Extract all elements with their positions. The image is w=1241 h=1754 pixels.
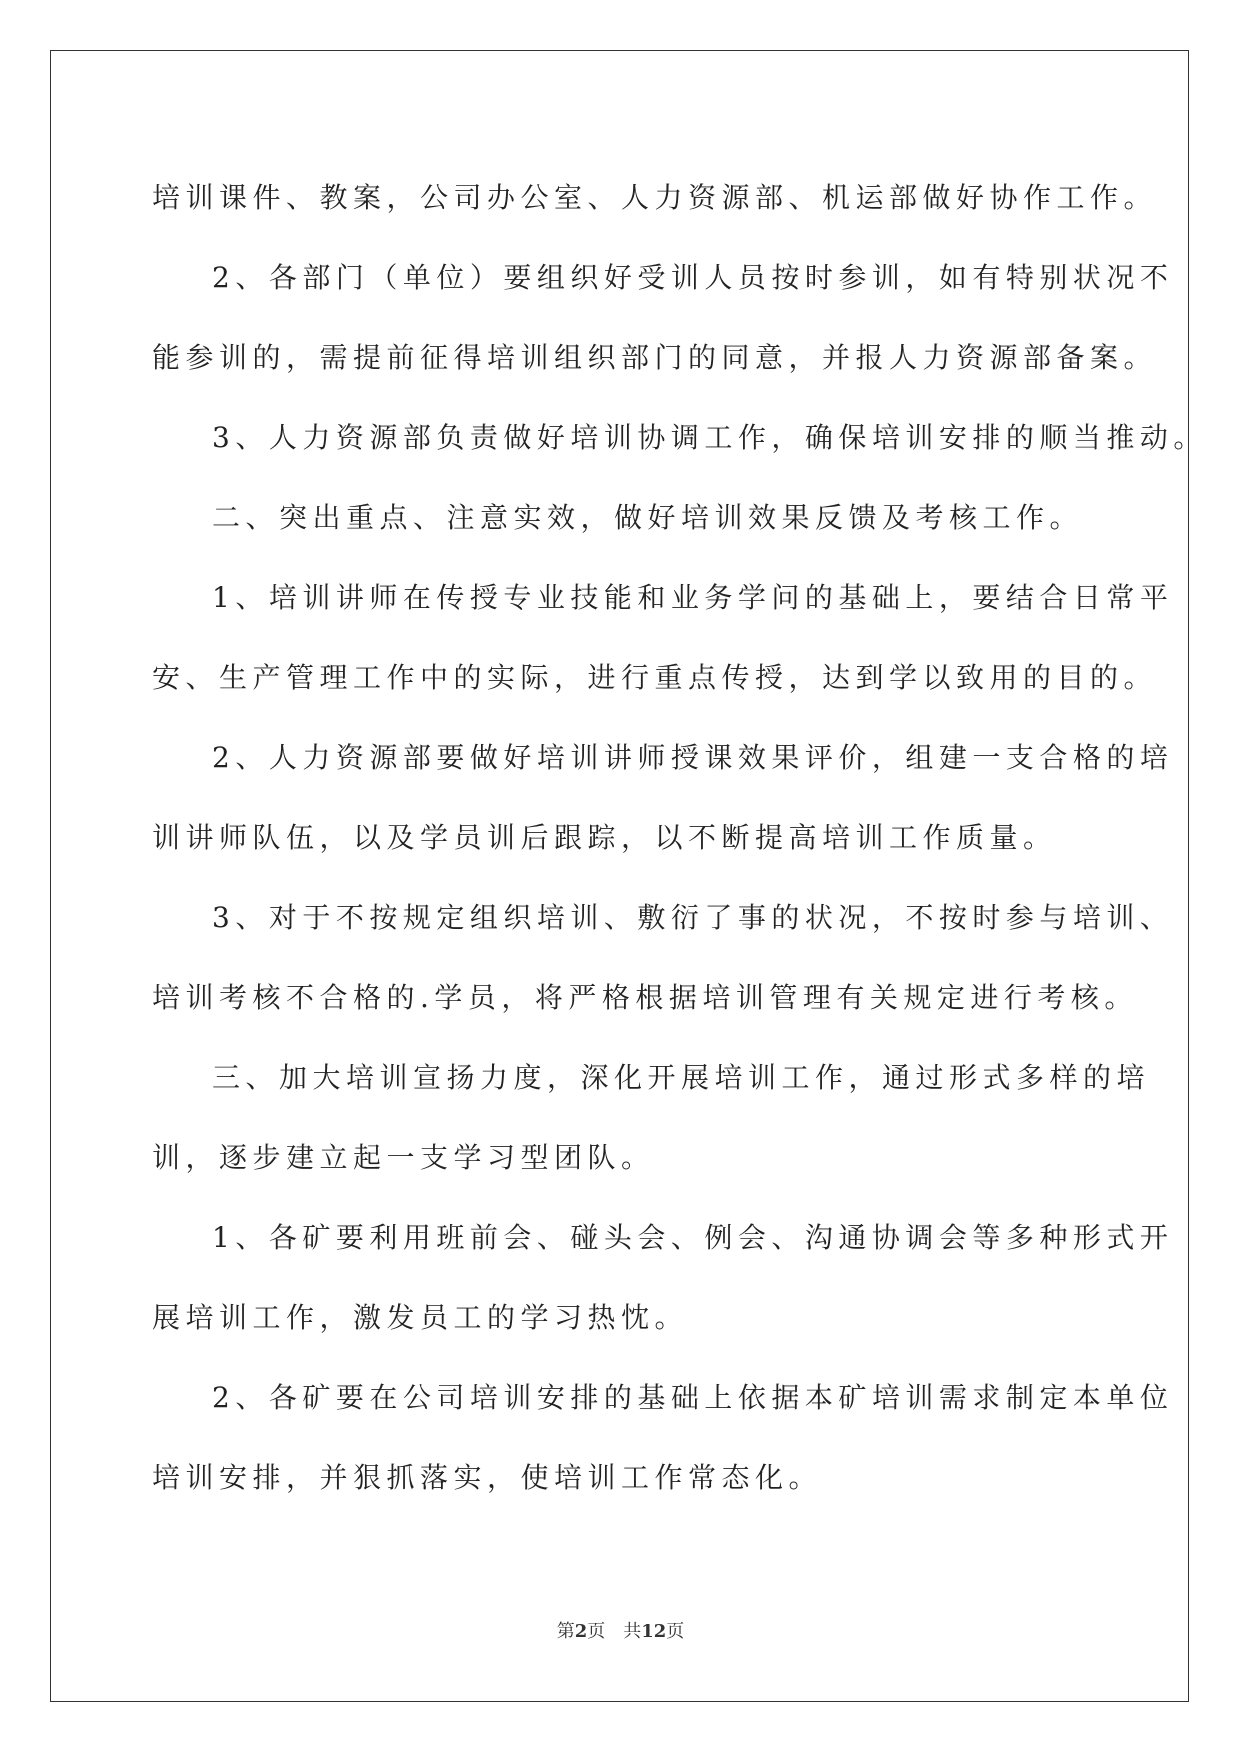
footer-total-prefix: 共 xyxy=(623,1621,642,1642)
text-line: 安、生产管理工作中的实际，进行重点传授，达到学以致用的目的。 xyxy=(152,661,1158,694)
text-line: 能参训的，需提前征得培训组织部门的同意，并报人力资源部备案。 xyxy=(152,341,1158,374)
text-line: 展培训工作，激发员工的学习热忱。 xyxy=(152,1301,689,1334)
text-line: 培训课件、教案，公司办公室、人力资源部、机运部做好协作工作。 xyxy=(152,181,1158,214)
text-line: 1、各矿要利用班前会、碰头会、例会、沟通协调会等多种形式开 xyxy=(212,1221,1174,1254)
footer-page-suffix: 页 xyxy=(587,1621,606,1642)
text-line: 二、突出重点、注意实效，做好培训效果反馈及考核工作。 xyxy=(212,501,1084,534)
footer-page-total: 12 xyxy=(641,1621,667,1642)
text-line: 2、各矿要在公司培训安排的基础上依据本矿培训需求制定本单位 xyxy=(212,1381,1174,1414)
text-line: 2、各部门（单位）要组织好受训人员按时参训，如有特别状况不 xyxy=(212,261,1174,294)
text-line: 1、培训讲师在传授专业技能和业务学问的基础上，要结合日常平 xyxy=(212,581,1174,614)
text-line: 培训安排，并狠抓落实，使培训工作常态化。 xyxy=(152,1461,823,1494)
footer-page-current: 2 xyxy=(574,1621,588,1642)
footer-total-suffix: 页 xyxy=(666,1621,685,1642)
text-line: 三、加大培训宣扬力度，深化开展培训工作，通过形式多样的培 xyxy=(212,1061,1151,1094)
text-line: 3、人力资源部负责做好培训协调工作，确保培训安排的顺当推动。 xyxy=(212,421,1207,454)
text-line: 训讲师队伍，以及学员训后跟踪，以不断提高培训工作质量。 xyxy=(152,821,1057,854)
text-line: 2、人力资源部要做好培训讲师授课效果评价，组建一支合格的培 xyxy=(212,741,1174,774)
footer-page-prefix: 第 xyxy=(556,1621,575,1642)
text-line: 3、对于不按规定组织培训、敷衍了事的状况，不按时参与培训、 xyxy=(212,901,1174,934)
text-line: 培训考核不合格的.学员，将严格根据培训管理有关规定进行考核。 xyxy=(152,981,1138,1014)
text-line: 训，逐步建立起一支学习型团队。 xyxy=(152,1141,655,1174)
page-footer xyxy=(0,1620,1241,1644)
document-body xyxy=(152,158,1207,1518)
